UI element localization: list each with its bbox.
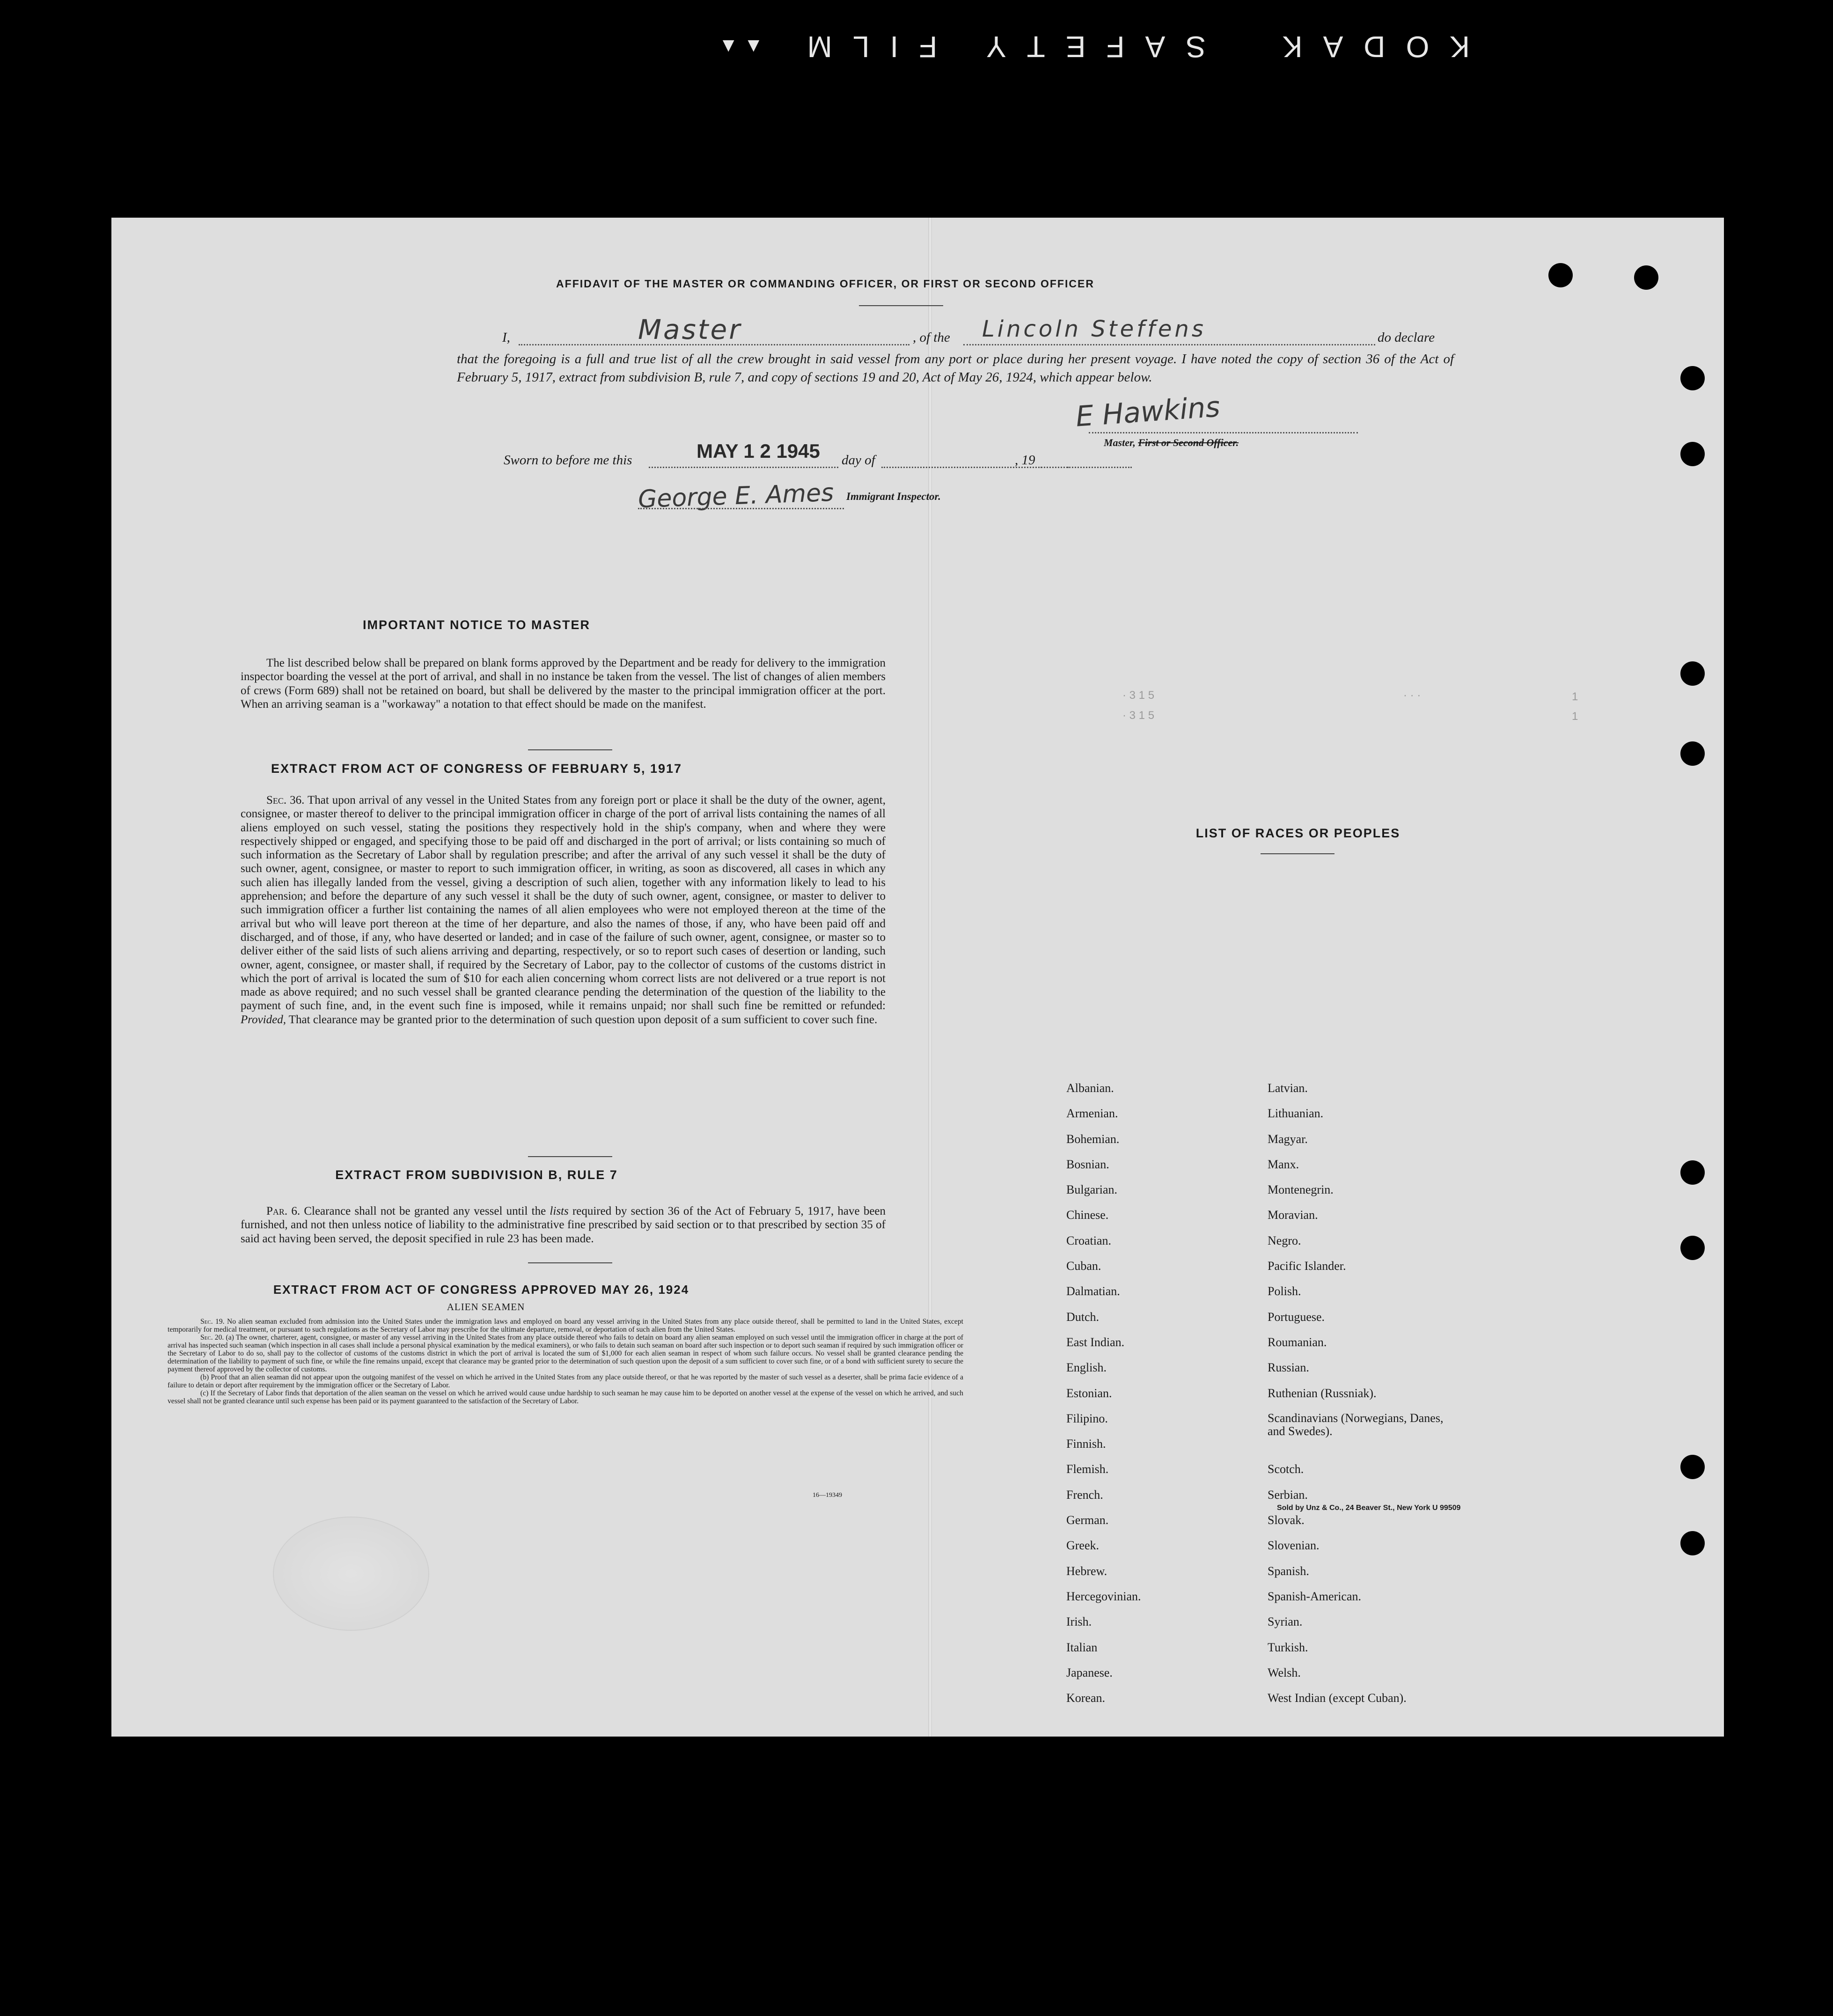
race-name: Negro. — [1268, 1233, 1301, 1247]
race-row — [1066, 1564, 1534, 1590]
film-edge-imprint — [253, 23, 1470, 70]
race-name: Syrian. — [1268, 1615, 1303, 1629]
embossed-seal — [273, 1517, 429, 1631]
do-declare-label: do declare — [1378, 330, 1435, 345]
race-name: Korean. — [1066, 1691, 1106, 1705]
race-name: French. — [1066, 1488, 1103, 1502]
form-number: 16—19349 — [813, 1492, 842, 1499]
master-caption: Master, First or Second Officer. — [1104, 437, 1239, 448]
handwritten-rank: Master — [638, 314, 742, 345]
publisher-imprint: Sold by Unz & Co., 24 Beaver St., New York U 99509 — [1277, 1504, 1461, 1512]
races-list — [1066, 1081, 1534, 1716]
divider — [1261, 853, 1334, 854]
divider — [859, 305, 943, 306]
race-name: Scandinavians (Norwegians, Danes, and Swedes). — [1268, 1411, 1444, 1438]
document-page — [111, 218, 1724, 1737]
race-name: Flemish. — [1066, 1462, 1109, 1476]
extract-1924-title: EXTRACT FROM ACT OF CONGRESS APPROVED MAY 26, 1924 — [273, 1283, 689, 1297]
race-name: Japanese. — [1066, 1665, 1113, 1679]
race-row — [1066, 1234, 1534, 1259]
punch-hole — [1548, 263, 1573, 287]
race-row — [1066, 1437, 1534, 1462]
film-markers: ▲▲ — [713, 36, 763, 58]
inspector-signature: George E. Ames — [638, 478, 835, 514]
day-of-label: day of — [842, 453, 875, 468]
master-signature: E Hawkins — [1074, 390, 1221, 433]
inspector-caption: Immigrant Inspector. — [846, 491, 941, 502]
show-through-mark: · 3 1 5 — [1122, 709, 1155, 722]
inspector-line — [638, 508, 844, 509]
sworn-day-line — [649, 467, 838, 468]
race-name: Albanian. — [1066, 1081, 1114, 1095]
race-row — [1066, 1386, 1534, 1412]
show-through-mark: · · · — [1403, 689, 1421, 702]
divider — [528, 749, 612, 750]
race-name: Bosnian. — [1066, 1157, 1109, 1171]
race-name: West Indian (except Cuban). — [1268, 1691, 1407, 1705]
punch-hole — [1634, 265, 1658, 290]
race-name: Scotch. — [1268, 1462, 1304, 1476]
race-name: Spanish-American. — [1268, 1589, 1362, 1603]
race-name: Ruthenian (Russniak). — [1268, 1386, 1377, 1400]
race-name: Estonian. — [1066, 1386, 1112, 1400]
vessel-line — [963, 344, 1375, 345]
year-prefix: , 19 — [1015, 453, 1035, 468]
date-stamp: MAY 1 2 1945 — [697, 440, 820, 462]
race-name: Irish. — [1066, 1615, 1092, 1629]
race-name: Latvian. — [1268, 1081, 1308, 1095]
race-name: Slovenian. — [1268, 1539, 1320, 1553]
race-row — [1066, 1691, 1534, 1716]
race-name: Cuban. — [1066, 1259, 1101, 1273]
race-name: Turkish. — [1268, 1640, 1308, 1654]
extract-1924-body — [168, 1318, 963, 1405]
month-line — [881, 467, 1132, 468]
race-name: Serbian. — [1268, 1488, 1308, 1502]
race-name: Russian. — [1268, 1361, 1309, 1375]
show-through-mark: · 3 1 5 — [1122, 689, 1155, 702]
race-row — [1066, 1666, 1534, 1691]
race-name: Roumanian. — [1268, 1335, 1327, 1349]
section-20c: (c) If the Secretary of Labor finds that deportation of the alien seaman on the vessel on which he arrived would cause undue hardship to such seaman he may cause him to be deported on another vessel at the expense of the vessel on which he arrived, and such vessel shall not be granted clearance until such expense has been paid or its payment guaranteed to the satisfaction of the Secretary of Labor. — [168, 1389, 963, 1405]
punch-hole — [1680, 661, 1705, 686]
of-the-label: , of the — [913, 330, 950, 345]
race-row — [1066, 1259, 1534, 1284]
race-name: Slovak. — [1268, 1513, 1305, 1527]
races-title: LIST OF RACES OR PEOPLES — [1195, 826, 1400, 840]
show-through-mark: 1 — [1572, 690, 1578, 703]
affidavit-title: AFFIDAVIT OF THE MASTER OR COMMANDING OFFICER, OR FIRST OR SECOND OFFICER — [556, 278, 1094, 290]
race-name: Lithuanian. — [1268, 1107, 1324, 1121]
race-row — [1066, 1284, 1534, 1310]
race-row — [1066, 1208, 1534, 1233]
race-name: Spanish. — [1268, 1564, 1309, 1578]
punch-hole — [1680, 1160, 1705, 1185]
race-name: Croatian. — [1066, 1233, 1112, 1247]
race-name: Filipino. — [1066, 1411, 1108, 1425]
race-row — [1066, 1462, 1534, 1488]
race-name: Dalmatian. — [1066, 1284, 1120, 1298]
race-name: Dutch. — [1066, 1310, 1100, 1324]
race-name: Bulgarian. — [1066, 1183, 1118, 1197]
race-name: Pacific Islander. — [1268, 1259, 1346, 1273]
extract-rule7-body: Par. 6. Clearance shall not be granted any vessel until the lists required by section 36 of the Act of February 5, 1917, have been furnished, and not then unless notice of liability to the administrative fine prescribed by said section or to that prescribed by section 35 of said act having been served, the deposit specified in rule 23 has been made. — [241, 1205, 886, 1245]
extract-rule7-title: EXTRACT FROM SUBDIVISION B, RULE 7 — [335, 1168, 618, 1182]
race-row — [1066, 1081, 1534, 1107]
punch-hole — [1680, 741, 1705, 766]
divider — [528, 1262, 612, 1263]
race-name: Moravian. — [1268, 1208, 1318, 1222]
race-row — [1066, 1158, 1534, 1183]
race-row — [1066, 1412, 1534, 1437]
film-label: SAFETY FILM — [786, 30, 1206, 64]
race-name: Hebrew. — [1066, 1564, 1107, 1578]
race-name: Polish. — [1268, 1284, 1301, 1298]
section-19: Sec. 19. No alien seaman excluded from admission into the United States under the immigration laws and employed on board any vessel arriving in the United States from any place outside thereof, shall be permitted to land in the United States, except temporarily for medical treatment, or pursuant to such regulations as the Secretary of Labor may prescribe for the ultimate departure, removal, or deportation of such alien from the United States. — [168, 1318, 963, 1334]
race-name: Welsh. — [1268, 1665, 1301, 1679]
section-20a: Sec. 20. (a) The owner, charterer, agent, consignee, or master of any vessel arriving in the United States from any place outside thereof who fails to detain on board any alien seaman employed on such vessel until the immigration officer in charge at the port of arrival has inspected such seaman (which inspection in all cases shall include a personal physical examination by the medical examiners), or who fails to detain such seaman on board after such inspection or to deport such seaman if required by such immigration officer or the Secretary of Labor to do so, shall pay to the collector of customs of the customs district in which the port of arrival is located the sum of $1,000 for each alien seaman in respect of whom such failure occurs. No vessel shall be granted clearance pending the determination of the liability to payment of such fine, or while the fine remains unpaid, except that clearance may be granted prior to the determination of such question upon the deposit of a sum sufficient to cover such fine, or of a bond with sufficient surety to secure the payment thereof approved by the collector of customs. — [168, 1334, 963, 1373]
sworn-prefix: Sworn to before me this — [504, 453, 632, 468]
race-row — [1066, 1335, 1534, 1361]
extract-1917-title: EXTRACT FROM ACT OF CONGRESS OF FEBRUARY 5, 1917 — [271, 762, 682, 776]
race-name: Finnish. — [1066, 1437, 1106, 1451]
page-fold — [928, 218, 932, 1737]
race-name: Greek. — [1066, 1539, 1100, 1553]
race-row — [1066, 1361, 1534, 1386]
punch-hole — [1680, 366, 1705, 390]
race-name: Montenegrin. — [1268, 1183, 1334, 1197]
race-name: Armenian. — [1066, 1107, 1118, 1121]
punch-hole — [1680, 1455, 1705, 1479]
race-row — [1066, 1590, 1534, 1615]
affidavit-lead-in: I, — [502, 330, 510, 345]
notice-title: IMPORTANT NOTICE TO MASTER — [363, 618, 590, 632]
notice-body: The list described below shall be prepared on blank forms approved by the Department and be ready for delivery to the immigration inspector boarding the vessel at the port of arrival, and shall in no instance be taken from the vessel. The list of changes of alien members of crews (Form 689) shall not be retained on board, but shall be delivered by the master to the principal immigration officer at the port. When an arriving seaman is a "workaway" a notation to that effect should be made on the manifest. — [241, 657, 886, 711]
race-row — [1066, 1107, 1534, 1132]
punch-hole — [1680, 1531, 1705, 1555]
race-row — [1066, 1539, 1534, 1564]
divider — [528, 1156, 612, 1157]
show-through-mark: 1 — [1572, 710, 1578, 723]
year-line — [1041, 467, 1069, 468]
race-row — [1066, 1132, 1534, 1158]
affidavit-body: that the foregoing is a full and true list of all the crew brought in said vessel from any port or place during her present voyage. I have noted the copy of section 36 of the Act of February 5, 1917, extract from subdivision B, rule 7, and copy of sections 19 and 20, Act of May 26, 1924, which appear below. — [457, 352, 1454, 385]
extract-1917-body: Sec. 36. That upon arrival of any vessel in the United States from any foreign port or place it shall be the duty of the owner, agent, consignee, or master thereof to deliver to the principal immigration officer in charge of the port of arrival lists containing the names of all aliens employed on such vessel, stating the positions they respectively hold in the ship's company, when and where they were respectively shipped or engaged, and specifying those to be paid off and discharged in the port of arrival; or lists containing so much of such information as the Secretary of Labor shall by regulation prescribe; and after the arrival of any such vessel it shall be the duty of such owner, agent, consignee, or master to report to such immigration officer, in writing, as soon as discovered, all cases in which any such alien has illegally landed from the vessel, giving a description of such alien, together with any information likely to lead to his apprehension; and before the departure of any such vessel it shall be the duty of such owner, agent, consignee, or master to deliver to such immigration officer a further list containing the names of all alien employees who were not employed thereon at the time of the arrival but who will leave port thereon at the time of her departure, and also the names of those, if any, who have been paid off and discharged, and of those, if any, who have deserted or landed; and in case of the failure of such owner, agent, consignee, or master so to deliver either of the said lists of such aliens arriving and departing, respectively, or so to report such cases of desertion or landing, such owner, agent, consignee, or master shall, if required by the Secretary of Labor, pay to the collector of customs of the customs district in which the port of arrival is located the sum of $10 for each alien concerning whom correct lists are not delivered or a true report is not made as above required; and no such vessel shall be granted clearance pending the determination of the question of the liability to the payment of such fine, and, in the event such fine is imposed, while it remains unpaid; nor shall such fine be remitted or refunded: Provided, That clearance may be granted prior to the determination of such question upon deposit of a sum sufficient to cover such fine. — [241, 794, 886, 1026]
master-signature-line — [1089, 432, 1358, 433]
section-20b: (b) Proof that an alien seaman did not appear upon the outgoing manifest of the vessel on which he arrived in the United States from any place outside thereof, or that he was reported by the master of such vessel as a deserter, shall be prima facie evidence of a failure to detain or deport after requirement by the immigration officer or the Secretary of Labor. — [168, 1373, 963, 1389]
race-name: Hercegovinian. — [1066, 1589, 1141, 1603]
race-name: East Indian. — [1066, 1335, 1125, 1349]
race-name: German. — [1066, 1513, 1109, 1527]
film-brand: KODAK — [1261, 30, 1470, 64]
race-name: English. — [1066, 1361, 1107, 1375]
punch-hole — [1680, 442, 1705, 466]
race-name: Magyar. — [1268, 1132, 1308, 1146]
race-row — [1066, 1513, 1534, 1539]
race-name: Italian — [1066, 1640, 1098, 1654]
race-name: Chinese. — [1066, 1208, 1109, 1222]
race-row — [1066, 1183, 1534, 1208]
race-row — [1066, 1641, 1534, 1666]
race-row — [1066, 1615, 1534, 1640]
race-name: Manx. — [1268, 1157, 1299, 1171]
punch-hole — [1680, 1236, 1705, 1260]
race-name: Portuguese. — [1268, 1310, 1325, 1324]
handwritten-vessel-name: Lincoln Steffens — [982, 316, 1206, 342]
race-row — [1066, 1310, 1534, 1335]
race-name: Bohemian. — [1066, 1132, 1120, 1146]
extract-1924-subtitle: ALIEN SEAMEN — [447, 1301, 525, 1312]
